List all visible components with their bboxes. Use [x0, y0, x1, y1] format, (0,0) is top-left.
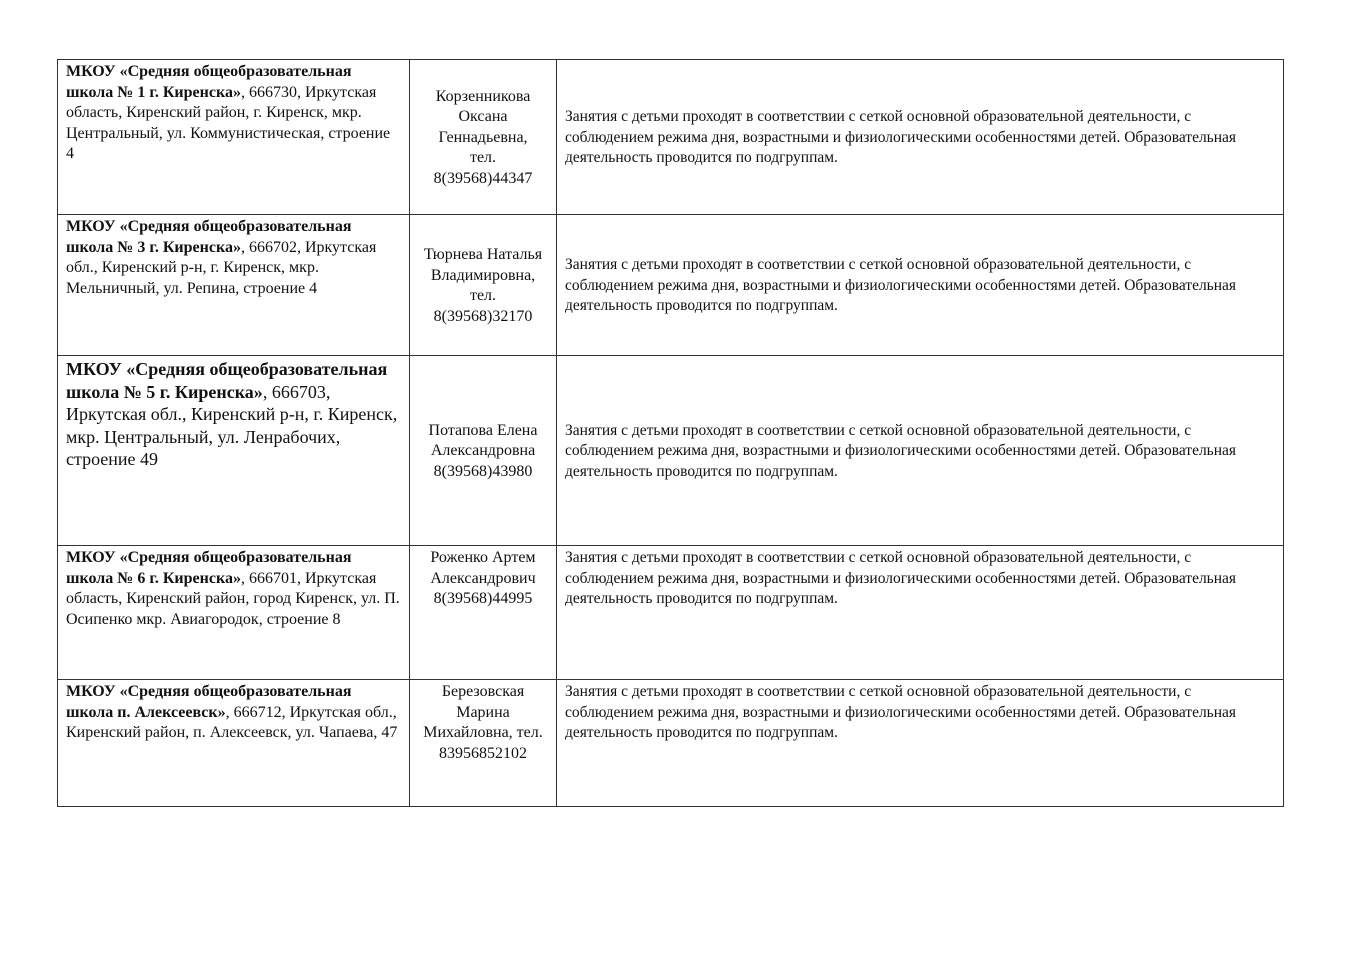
table-row	[58, 215, 1284, 356]
school-name: МКОУ «Средняя общеобразовательная школа № 6 г. Киренска»	[66, 549, 352, 587]
school-cell	[58, 60, 410, 215]
school-address: , 666701, Иркутская область, Киренский район, город Киренск, ул. П. Осипенко мкр. Авиагородок, строение 8	[66, 569, 400, 628]
contact-cell	[410, 680, 557, 807]
school-cell	[58, 215, 410, 356]
school-name: МКОУ «Средняя общеобразовательная школа № 3 г. Киренска»	[66, 218, 352, 256]
contact-cell	[410, 60, 557, 215]
contact-line: 8(39568)32170	[433, 307, 533, 325]
contact-cell	[410, 356, 557, 546]
contact-line: 8(39568)43980	[433, 462, 533, 480]
contact-line: Марина	[456, 703, 510, 721]
school-name: МКОУ «Средняя общеобразовательная школа п. Алексеевск»	[66, 683, 352, 721]
contact-cell	[410, 546, 557, 680]
description-text: Занятия с детьми проходят в соответствии с сеткой основной образовательной деятельности, с соблюдением режима дня, возрастными и физиологическими особенностями детей. Образовательная деятельность проводится по подгруппам.	[565, 683, 1237, 741]
description-text: Занятия с детьми проходят в соответствии с сеткой основной образовательной деятельности, с соблюдением режима дня, возрастными и физиологическими особенностями детей. Образовательная деятельность проводится по подгруппам.	[565, 256, 1237, 315]
contact-line: Корзенникова	[435, 87, 531, 105]
table-row	[58, 680, 1284, 807]
table-row	[58, 356, 1284, 546]
contact-line: 83956852102	[439, 744, 527, 762]
schools-table	[57, 59, 1284, 807]
description-cell	[557, 60, 1284, 215]
school-address: , 666730, Иркутская область, Киренский район, г. Киренск, мкр. Центральный, ул. Коммунистическая, строение 4	[66, 83, 391, 162]
contact-line: тел.	[469, 287, 497, 304]
description-cell	[557, 680, 1284, 807]
description-text: Занятия с детьми проходят в соответствии с сеткой основной образовательной деятельности, с соблюдением режима дня, возрастными и физиологическими особенностями детей. Образовательная деятельность проводится по подгруппам.	[565, 421, 1237, 480]
contact-line: Александровна	[430, 442, 536, 460]
contact-line: Геннадьевна,	[438, 128, 528, 146]
description-cell	[557, 215, 1284, 356]
description-cell	[557, 356, 1284, 546]
contact-line: Михайловна, тел.	[423, 724, 543, 741]
school-cell	[58, 356, 410, 546]
table-row	[58, 546, 1284, 680]
contact-line: Тюрнева Наталья	[423, 246, 543, 263]
contact-cell	[410, 215, 557, 356]
contact-line: тел.	[469, 149, 497, 167]
school-name: МКОУ «Средняя общеобразовательная школа № 5 г. Киренска»	[66, 359, 388, 402]
description-text: Занятия с детьми проходят в соответствии с сеткой основной образовательной деятельности, с соблюдением режима дня, возрастными и физиологическими особенностями детей. Образовательная деятельность проводится по подгруппам.	[565, 108, 1237, 167]
contact-line: 8(39568)44995	[433, 590, 533, 607]
table-row	[58, 60, 1284, 215]
contact-line: Роженко Артем	[430, 549, 536, 566]
school-name: МКОУ «Средняя общеобразовательная школа № 1 г. Киренска»	[66, 63, 352, 101]
school-address: , 666712, Иркутская обл., Киренский район, п. Алексеевск, ул. Чапаева, 47	[66, 703, 398, 741]
school-address: , 666702, Иркутская обл., Киренский р-н, г. Киренск, мкр. Мельничный, ул. Репина, строение 4	[66, 238, 377, 297]
contact-line: Оксана	[458, 108, 508, 126]
school-cell	[58, 546, 410, 680]
contact-line: Александрович	[430, 569, 536, 587]
contact-line: Березовская	[441, 683, 525, 700]
contact-line: Владимировна,	[430, 266, 536, 284]
contact-line: Потапова Елена	[428, 421, 538, 439]
description-text: Занятия с детьми проходят в соответствии с сеткой основной образовательной деятельности, с соблюдением режима дня, возрастными и физиологическими особенностями детей. Образовательная деятельность проводится по подгруппам.	[565, 549, 1237, 607]
description-cell	[557, 546, 1284, 680]
contact-line: 8(39568)44347	[433, 169, 533, 187]
school-cell	[58, 680, 410, 807]
school-address: , 666703, Иркутская обл., Киренский р-н, г. Киренск, мкр. Центральный, ул. Ленрабочих, строение 49	[66, 381, 398, 469]
